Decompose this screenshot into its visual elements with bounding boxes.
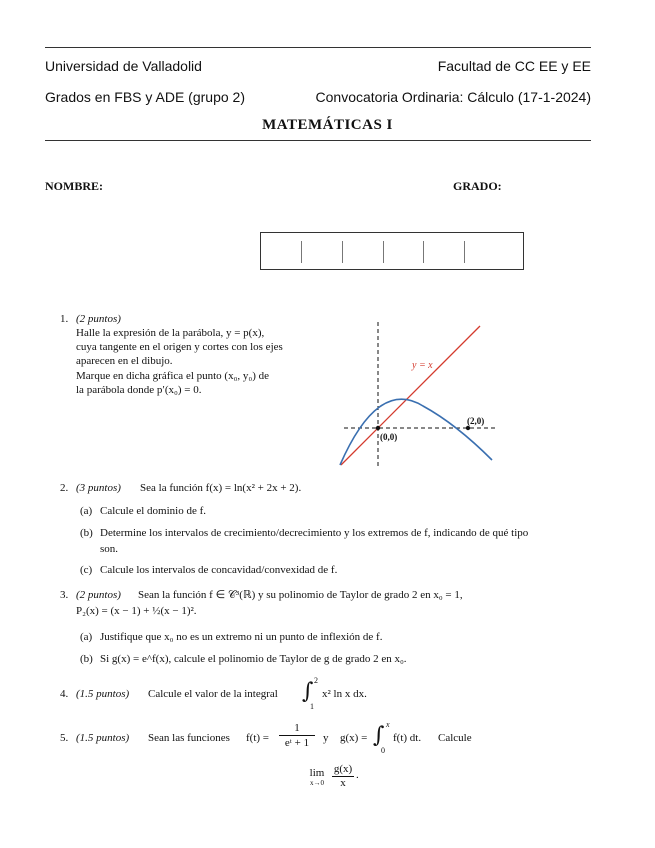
q1-points: (2 puntos) [76,313,121,325]
top-rule [45,47,591,48]
q2-a-label: (a) [80,505,93,517]
score-divider [342,241,343,263]
q3-points: (2 puntos) [76,589,121,601]
q5-limit-sub: x→0 [310,779,324,787]
q1-line-5: la parábola donde p′(x₀) = 0. [76,384,202,396]
q5-f-denominator: eᵗ + 1 [284,737,310,749]
q5-lower-limit: 0 [381,746,385,755]
q5-limit-op: lim [309,767,325,779]
q4-points: (1.5 puntos) [76,688,130,700]
q4-upper-limit: 2 [314,676,318,685]
q2-a-text: Calcule el dominio de f. [100,505,206,517]
score-divider [383,241,384,263]
university-name: Universidad de Valladolid [45,58,202,74]
q5-tail: Calcule [438,732,472,744]
q2-b-cont: son. [100,543,119,555]
degree-info: Grados en FBS y ADE (grupo 2) [45,89,245,105]
q3-text: Sean la función f ∈ 𝒞³(ℝ) y su polinomio de Taylor de grado 2 en x₀ = 1, [138,589,463,601]
origin-point [376,426,380,430]
grade-label: GRADO: [453,179,502,193]
q4-integrand: x² ln x dx. [322,688,367,700]
q1-line-4: Marque en dicha gráfica el punto (x₀, y₀) de [76,370,270,382]
q5-f-numerator: 1 [279,721,315,736]
q5-g-lhs: g(x) = [340,732,368,744]
q5-conjunction: y [323,732,329,744]
q3-a-text: Justifique que x₀ no es un extremo ni un punto de inflexión de f. [100,631,383,643]
tangent-label: y = x [412,360,433,371]
q2-number: 2. [60,482,69,494]
faculty-name: Facultad de CC EE y EE [437,58,591,74]
score-box [260,232,524,270]
score-divider [423,241,424,263]
exam-info: Convocatoria Ordinaria: Cálculo (17-1-2024) [315,89,591,105]
q5-upper-limit: x [386,720,390,729]
q5-number: 5. [60,732,69,744]
q5-limit-numerator: g(x) [333,763,353,775]
score-divider [464,241,465,263]
q3-b-text: Si g(x) = e^f(x), calcule el polinomio de Taylor de g de grado 2 en x₀. [100,653,407,665]
q5-f-lhs: f(t) = [246,732,269,744]
q5-f-fraction [279,721,315,750]
q1-line-1: Halle la expresión de la parábola, y = p(x), [76,327,265,339]
q1-graph [338,318,503,468]
q2-b-text: Determine los intervalos de crecimiento/decrecimiento y los extremos de f, indicando de qué tipo [100,527,529,539]
root-point [466,426,470,430]
q1-line-2: cuya tangente en el origen y cortes con los ejes [76,341,283,353]
q2-c-text: Calcule los intervalos de concavidad/convexidad de f. [100,564,338,576]
name-label: NOMBRE: [45,179,103,193]
q3-a-label: (a) [80,631,93,643]
q3-text-2: P₂(x) = (x − 1) + ½(x − 1)². [76,605,197,617]
q4-integral-sign: ∫ [302,679,314,704]
q5-limit-denominator: x [340,777,346,789]
tangent-line [341,326,480,465]
q3-b-label: (b) [80,653,93,665]
q4-text: Calcule el valor de la integral [148,688,278,700]
q1-number: 1. [60,313,69,325]
q5-g-body: f(t) dt. [393,732,422,744]
root-label: (2,0) [467,416,485,426]
q2-points: (3 puntos) [76,482,121,494]
score-divider [301,241,302,263]
exam-title: MATEMÁTICAS I [262,117,393,133]
q4-lower-limit: 1 [310,702,314,711]
q2-b-label: (b) [80,527,93,539]
q1-line-3: aparecen en el dibujo. [76,355,173,367]
q5-text: Sean las funciones [148,732,230,744]
q5-limit-end: . [356,769,359,781]
q4-number: 4. [60,688,69,700]
q2-text: Sea la función f(x) = ln(x² + 2x + 2). [140,482,302,494]
q3-number: 3. [60,589,69,601]
parabola-curve [340,399,492,465]
title-rule [45,140,591,141]
q5-points: (1.5 puntos) [76,732,130,744]
q5-integral-sign: ∫ [373,723,385,748]
q2-c-label: (c) [80,564,93,576]
origin-label: (0,0) [380,432,398,442]
